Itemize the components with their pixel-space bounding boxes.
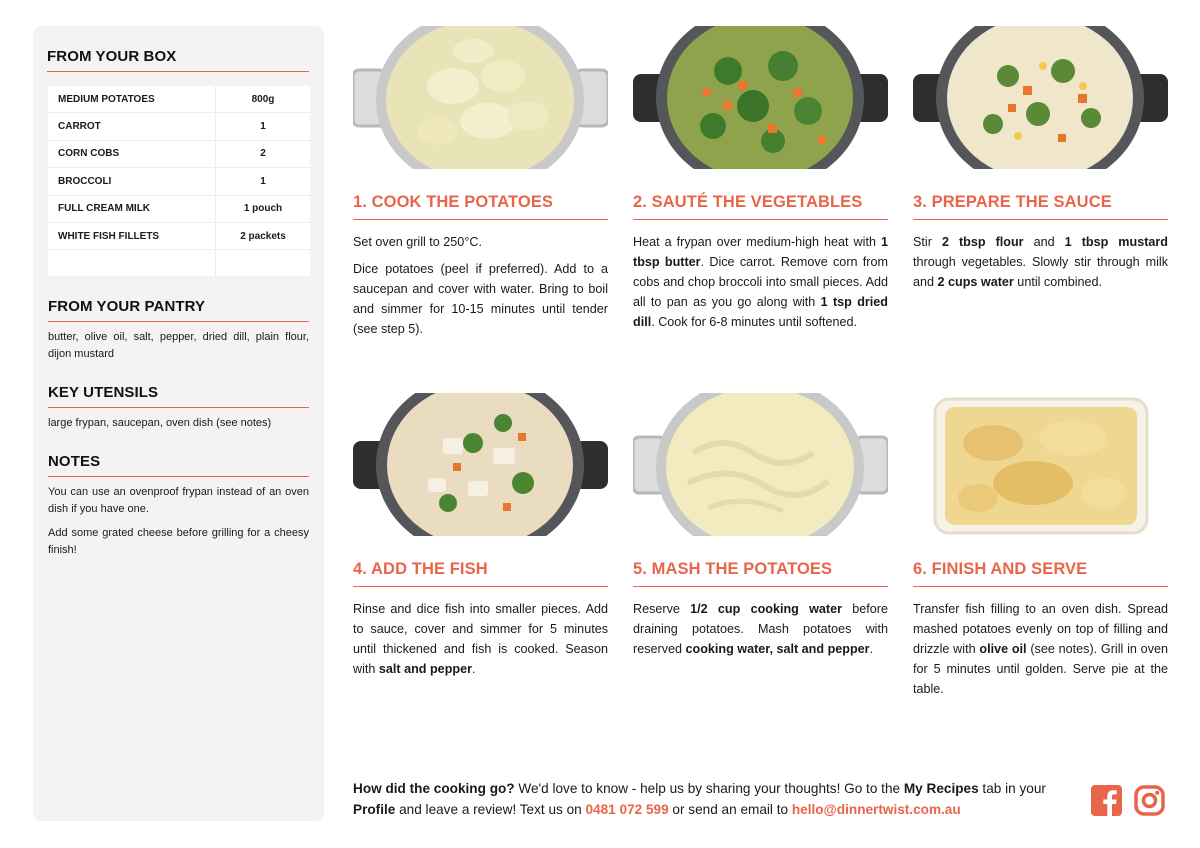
ingredient-qty: 1 pouch [216,195,311,222]
step-paragraph: Dice potatoes (peel if preferred). Add to a saucepan and cover with water. Bring to boil and simmer for 10-15 minutes until tender (see step 5). [353,262,608,336]
step-6 [913,393,1168,706]
note-text: You can use an ovenproof frypan instead of an oven dish if you have one. [48,486,309,516]
fish-in-pan-photo [353,393,608,536]
ingredient-name: MEDIUM POTATOES [48,86,216,113]
baked-pie-dish-photo [913,393,1168,536]
ingredient-row [48,86,310,113]
step-text [633,599,888,659]
utensils-text: large frypan, saucepan, oven dish (see notes) [48,417,272,430]
mashed-potatoes-in-pot-photo [633,393,888,536]
vegetables-in-pan-photo [633,26,888,169]
ingredient-row [48,195,310,222]
step-paragraph: Heat a frypan over medium-high heat with 1 tbsp butter. Dice carrot. Remove corn from cobs and chop broccoli into small pieces. Add all to pan as you go along with 1 tsp dried dill. Cook for 6-8 minutes until softened. [633,235,888,329]
from-your-box-heading: FROM YOUR BOX [47,48,309,72]
pantry-section [48,298,309,363]
utensils-section [48,384,309,432]
step-title: 2. SAUTÉ THE VEGETABLES [633,193,888,220]
ingredient-row [48,222,310,249]
ingredients-sidebar [33,26,324,821]
step-paragraph: Rinse and dice fish into smaller pieces. Add to sauce, cover and simmer for 5 minutes until thickened and fish is cooked. Season with salt and pepper. [353,602,608,676]
step-title: 4. ADD THE FISH [353,560,608,587]
my-recipes-link[interactable]: My Recipes [903,781,979,796]
ingredient-qty: 800g [216,86,311,113]
key-utensils-heading: KEY UTENSILS [48,384,309,408]
step-1 [353,26,608,346]
notes-section [48,453,309,559]
ingredient-qty: 1 [216,168,311,195]
step-2 [633,26,888,339]
step-paragraph: Set oven grill to 250°C. [353,235,482,249]
ingredient-row [48,168,310,195]
step-text [633,232,888,332]
ingredient-name: BROCCOLI [48,168,216,195]
profile-link[interactable]: Profile [353,802,396,817]
potatoes-in-pot-photo [353,26,608,169]
phone-link[interactable]: 0481 072 599 [585,802,669,817]
ingredient-qty: 1 [216,113,311,140]
step-text [353,599,608,679]
note-text: Add some grated cheese before grilling for a cheesy finish! [48,527,309,557]
footer-question: How did the cooking go? [353,781,515,796]
ingredient-qty: 2 [216,140,311,167]
facebook-icon[interactable] [1091,785,1122,816]
step-text [913,599,1168,699]
step-title: 1. COOK THE POTATOES [353,193,608,220]
ingredient-row [48,140,310,167]
review-footer: How did the cooking go? We'd love to know - help us by sharing your thoughts! Go to the My Recipes tab in your Profile and leave a review! Text us on 0481 072 599 or send an email to hello@dinnertwist.com.au [353,781,1046,817]
step-title: 5. MASH THE POTATOES [633,560,888,587]
ingredients-table [48,86,310,276]
ingredient-name: FULL CREAM MILK [48,195,216,222]
ingredient-name: CORN COBS [48,140,216,167]
ingredient-name: CARROT [48,113,216,140]
ingredient-name: WHITE FISH FILLETS [48,222,216,249]
instagram-icon[interactable] [1134,785,1165,816]
ingredient-row-empty [48,250,310,277]
step-title: 3. PREPARE THE SAUCE [913,193,1168,220]
step-paragraph: Stir 2 tbsp flour and 1 tbsp mustard through vegetables. Slowly stir through milk and 2 cups water until combined. [913,235,1168,289]
step-paragraph: Transfer fish filling to an oven dish. Spread mashed potatoes evenly on top of filling and drizzle with olive oil (see notes). Grill in oven for 5 minutes until golden. Serve pie at the table. [913,602,1168,696]
step-paragraph: Reserve 1/2 cup cooking water before draining potatoes. Mash potatoes with reserved cooking water, salt and pepper. [633,602,888,656]
step-title: 6. FINISH AND SERVE [913,560,1168,587]
ingredient-qty: 2 packets [216,222,311,249]
step-text [913,232,1168,292]
step-4 [353,393,608,686]
ingredient-row [48,113,310,140]
step-3 [913,26,1168,299]
notes-heading: NOTES [48,453,309,477]
step-5 [633,393,888,666]
from-your-pantry-heading: FROM YOUR PANTRY [48,298,309,322]
step-text [353,232,608,339]
pantry-text: butter, olive oil, salt, pepper, dried dill, plain flour, dijon mustard [48,331,309,361]
email-link[interactable]: hello@dinnertwist.com.au [791,802,961,817]
sauce-in-pan-photo [913,26,1168,169]
